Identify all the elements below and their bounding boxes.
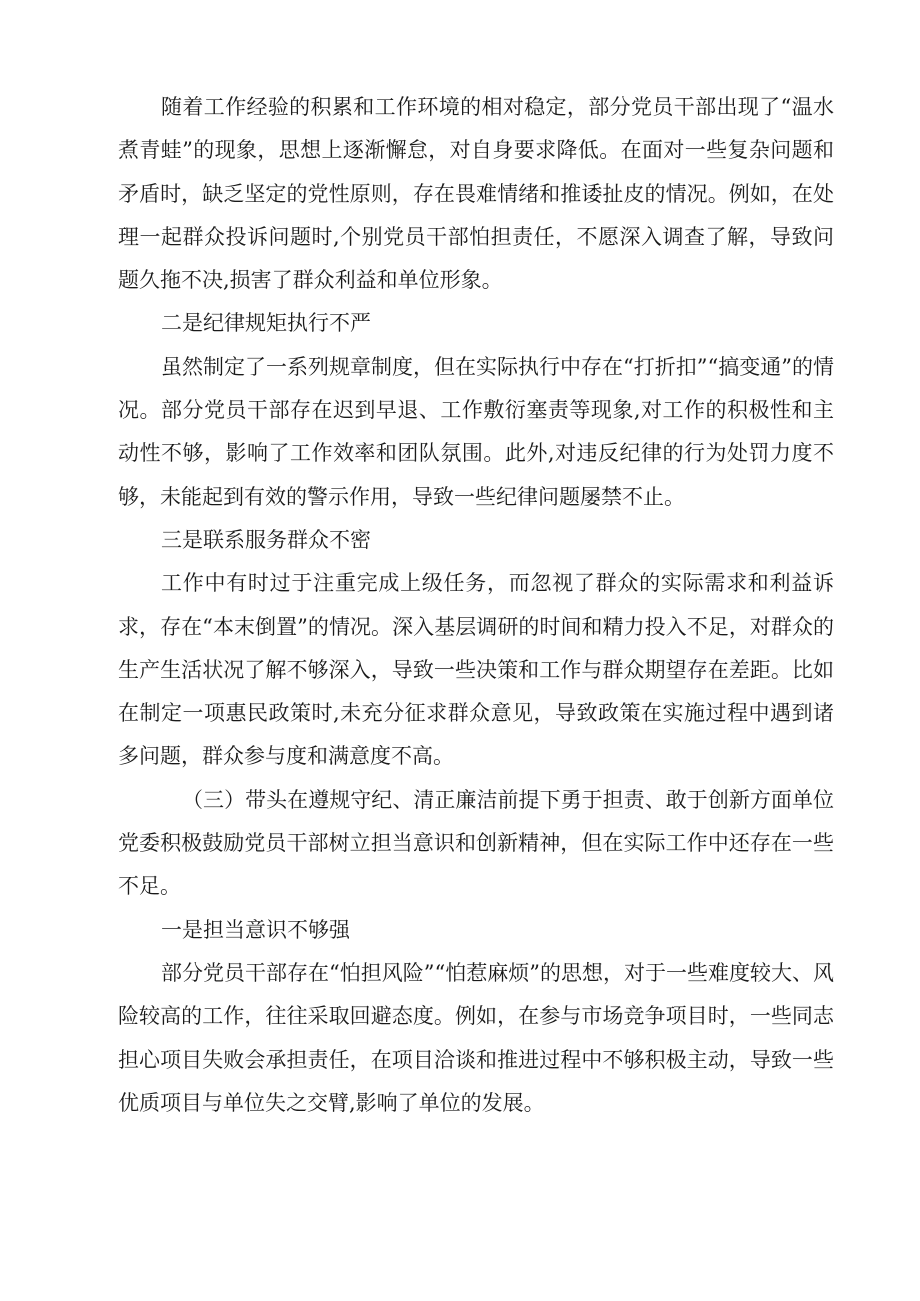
body-paragraph: 虽然制定了一系列规章制度，但在实际执行中存在“打折扣”“搞变通”的情况。部分党员干部存在迟到早退、工作敷衍塞责等现象,对工作的积极性和主动性不够，影响了工作效率和团队氛围。此外,对违反纪律的行为处罚力度不够，未能起到有效的警示作用，导致一些纪律问题屡禁不止。 [118,354,834,509]
document-page [118,86,834,1125]
body-paragraph: 随着工作经验的积累和工作环境的相对稳定，部分党员干部出现了“温水煮青蛙”的现象，思想上逐渐懈怠，对自身要求降低。在面对一些复杂问题和矛盾时，缺乏坚定的党性原则，存在畏难情绪和推诿扯皮的情况。例如，在处理一起群众投诉问题时,个别党员干部怕担责任，不愿深入调查了解，导致问题久拖不决,损害了群众利益和单位形象。 [118,95,834,293]
body-paragraph: 部分党员干部存在“怕担风险”“怕惹麻烦”的思想，对于一些难度较大、风险较高的工作，往往采取回避态度。例如，在参与市场竞争项目时，一些同志担心项目失败会承担责任，在项目洽谈和推进过程中不够积极主动，导致一些优质项目与单位失之交臂,影响了单位的发展。 [118,960,834,1115]
section-heading: 二是纪律规矩执行不严 [161,311,371,336]
section-heading: 一是担当意识不够强 [161,917,350,942]
body-paragraph: 工作中有时过于注重完成上级任务，而忽视了群众的实际需求和利益诉求，存在“本末倒置”的情况。深入基层调研的时间和精力投入不足，对群众的生产生活状况了解不够深入，导致一些决策和工作与群众期望存在差距。比如在制定一项惠民政策时,未充分征求群众意见，导致政策在实施过程中遇到诸多问题，群众参与度和满意度不高。 [118,571,834,769]
section-heading: 三是联系服务群众不密 [161,527,371,552]
section-title-paragraph: （三）带头在遵规守纪、清正廉洁前提下勇于担责、敢于创新方面单位党委积极鼓励党员干部树立担当意识和创新精神，但在实际工作中还存在一些不足。 [118,787,834,899]
